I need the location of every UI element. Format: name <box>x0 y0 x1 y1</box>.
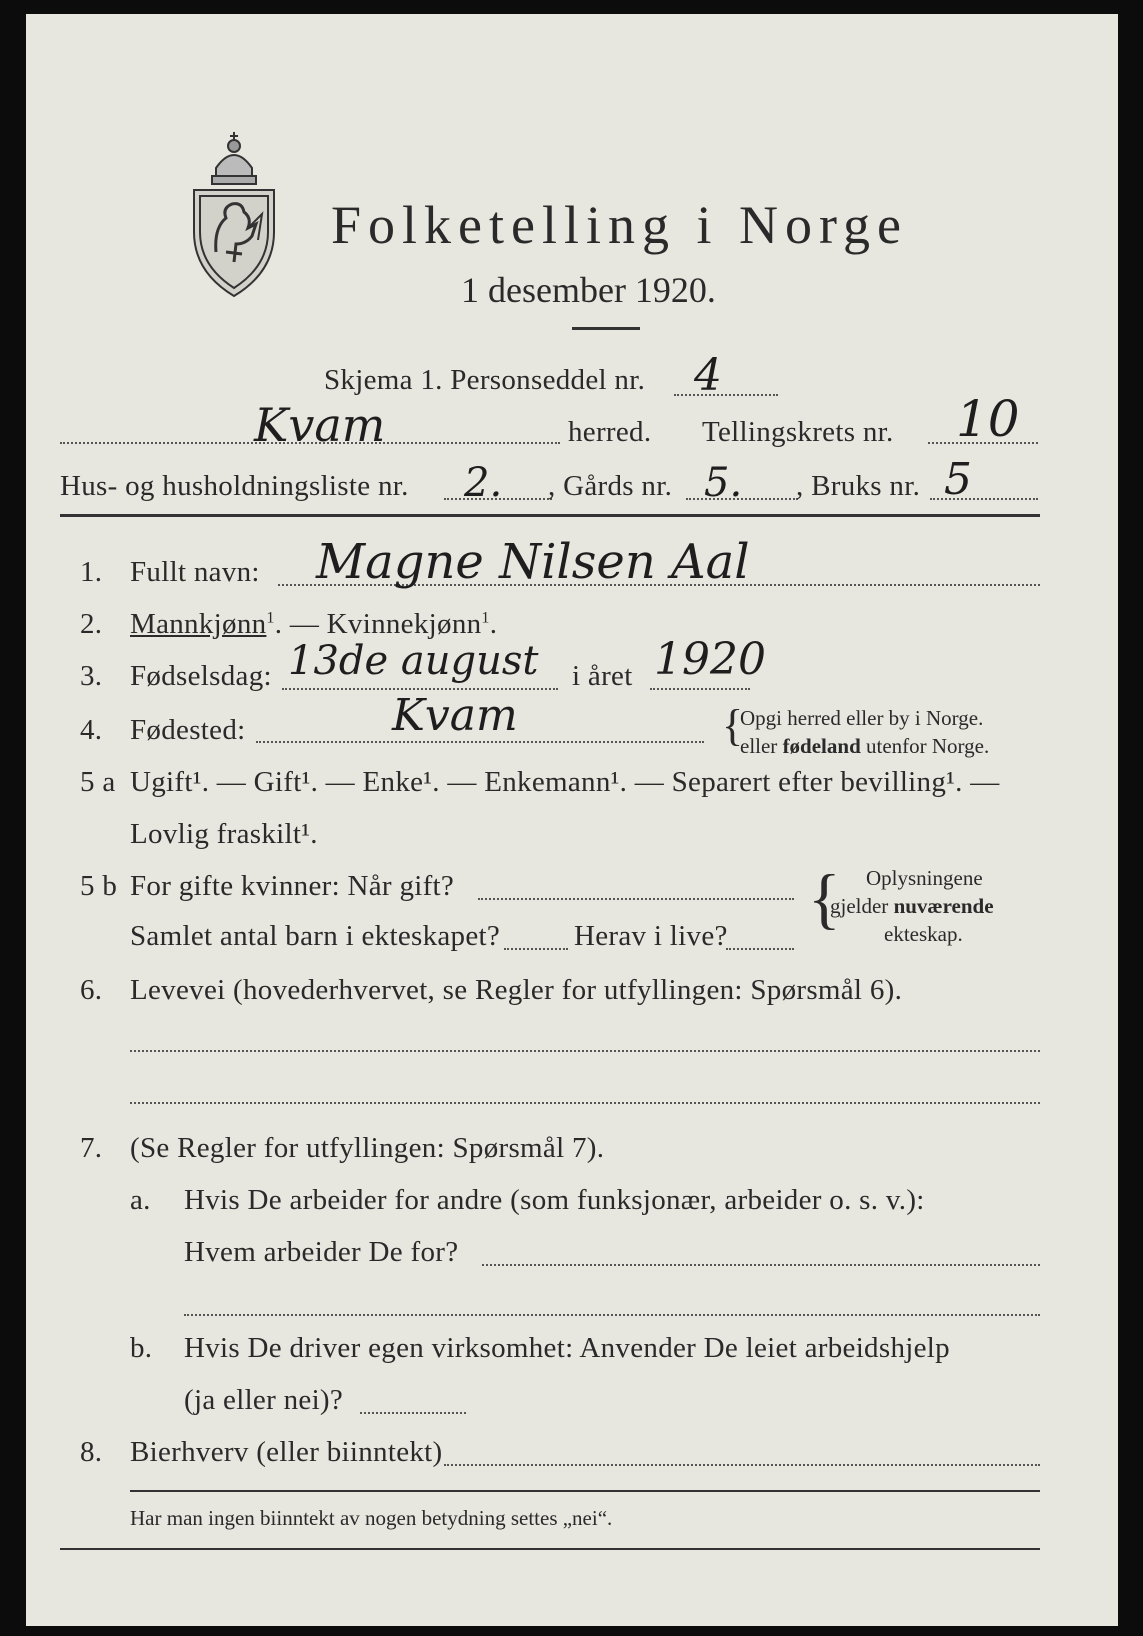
q7a-text: Hvis De arbeider for andre (som funksjonær, arbeider o. s. v.): <box>184 1184 925 1216</box>
household-label: Hus- og husholdningsliste nr. <box>60 470 409 502</box>
q2-female-option: . — Kvinnekjønn <box>274 608 482 640</box>
q6-label: Levevei (hovederhvervet, se Regler for utfyllingen: Spørsmål 6). <box>130 974 903 1006</box>
q4-label: Fødested: <box>130 714 246 746</box>
q5b-note-line2: gjelder nuværende <box>830 894 994 918</box>
q7a-letter: a. <box>130 1184 151 1216</box>
q8-number: 8. <box>80 1436 103 1468</box>
q1-number: 1. <box>80 556 103 588</box>
q3-year-value: 1920 <box>654 634 766 685</box>
q2-male-option-underlined: Mannkjønn <box>130 608 267 640</box>
q2-gender-options: Mannkjønn$^1$. — Kvinnekjønn$^1$. <box>130 608 498 640</box>
q4-note-line1: Opgi herred eller by i Norge. <box>740 706 984 730</box>
q7-number: 7. <box>80 1132 103 1164</box>
q7a-employer-label: Hvem arbeider De for? <box>184 1236 459 1268</box>
q2-number: 2. <box>80 608 103 640</box>
q7b-letter: b. <box>130 1332 153 1364</box>
q5b-number: 5 b <box>80 870 118 902</box>
q4-note-line2: eller fødeland utenfor Norge. <box>740 734 990 758</box>
q5b-note-line1: Oplysningene <box>866 866 983 890</box>
municipality-label: herred. <box>568 416 652 448</box>
footer-note: Har man ingen biinntekt av nogen betydning settes „nei“. <box>130 1506 613 1530</box>
form-title: Folketelling i Norge <box>331 195 908 255</box>
q3-birthdate-value: 13de august <box>288 638 539 684</box>
holding-label: , Bruks nr. <box>796 470 921 502</box>
q4-birthplace-value: Kvam <box>392 690 518 741</box>
census-form <box>26 14 1118 1626</box>
holding-value: 5 <box>944 454 972 505</box>
q5b-alive-label: Herav i live? <box>574 920 728 952</box>
municipality-value: Kvam <box>254 398 386 452</box>
household-value: 2. <box>464 460 503 506</box>
header-rule <box>60 514 1040 517</box>
farm-label: , Gårds nr. <box>548 470 673 502</box>
q7-label: (Se Regler for utfyllingen: Spørsmål 7). <box>130 1132 605 1164</box>
bottom-rule <box>60 1548 1040 1550</box>
q3-number: 3. <box>80 660 103 692</box>
q4-brace: { <box>722 701 744 750</box>
q5a-marital-options-cont: Lovlig fraskilt¹. <box>130 818 318 850</box>
q5b-married-label: For gifte kvinner: Når gift? <box>130 870 455 902</box>
title-divider <box>572 327 640 330</box>
norwegian-lion-crest-icon <box>186 132 282 300</box>
q3-year-label: i året <box>572 660 633 692</box>
q5a-number: 5 a <box>80 766 116 798</box>
q5b-note-line3: ekteskap. <box>884 922 963 946</box>
q4-number: 4. <box>80 714 103 746</box>
q7b-text: Hvis De driver egen virksomhet: Anvender De leiet arbeidshjelp <box>184 1332 950 1364</box>
q1-full-name-value: Magne Nilsen Aal <box>316 534 750 590</box>
footer-rule <box>130 1490 1040 1492</box>
q7b-yes-no-label: (ja eller nei)? <box>184 1384 344 1416</box>
q8-label: Bierhverv (eller biinntekt) <box>130 1436 443 1468</box>
district-label: Tellingskrets nr. <box>702 416 894 448</box>
q3-label: Fødselsdag: <box>130 660 272 692</box>
q6-number: 6. <box>80 974 103 1006</box>
q1-label: Fullt navn: <box>130 556 260 588</box>
q5b-brace: { <box>808 860 841 936</box>
district-value: 10 <box>956 390 1020 448</box>
form-number-value: 4 <box>694 350 722 401</box>
q5a-marital-options: Ugift¹. — Gift¹. — Enke¹. — Enkemann¹. — Separert efter bevilling¹. — <box>130 766 1000 798</box>
q5b-children-label: Samlet antal barn i ekteskapet? <box>130 920 501 952</box>
census-date: 1 desember 1920. <box>461 270 716 310</box>
farm-value: 5. <box>704 460 743 506</box>
form-number-label: Skjema 1. Personseddel nr. <box>324 364 646 396</box>
